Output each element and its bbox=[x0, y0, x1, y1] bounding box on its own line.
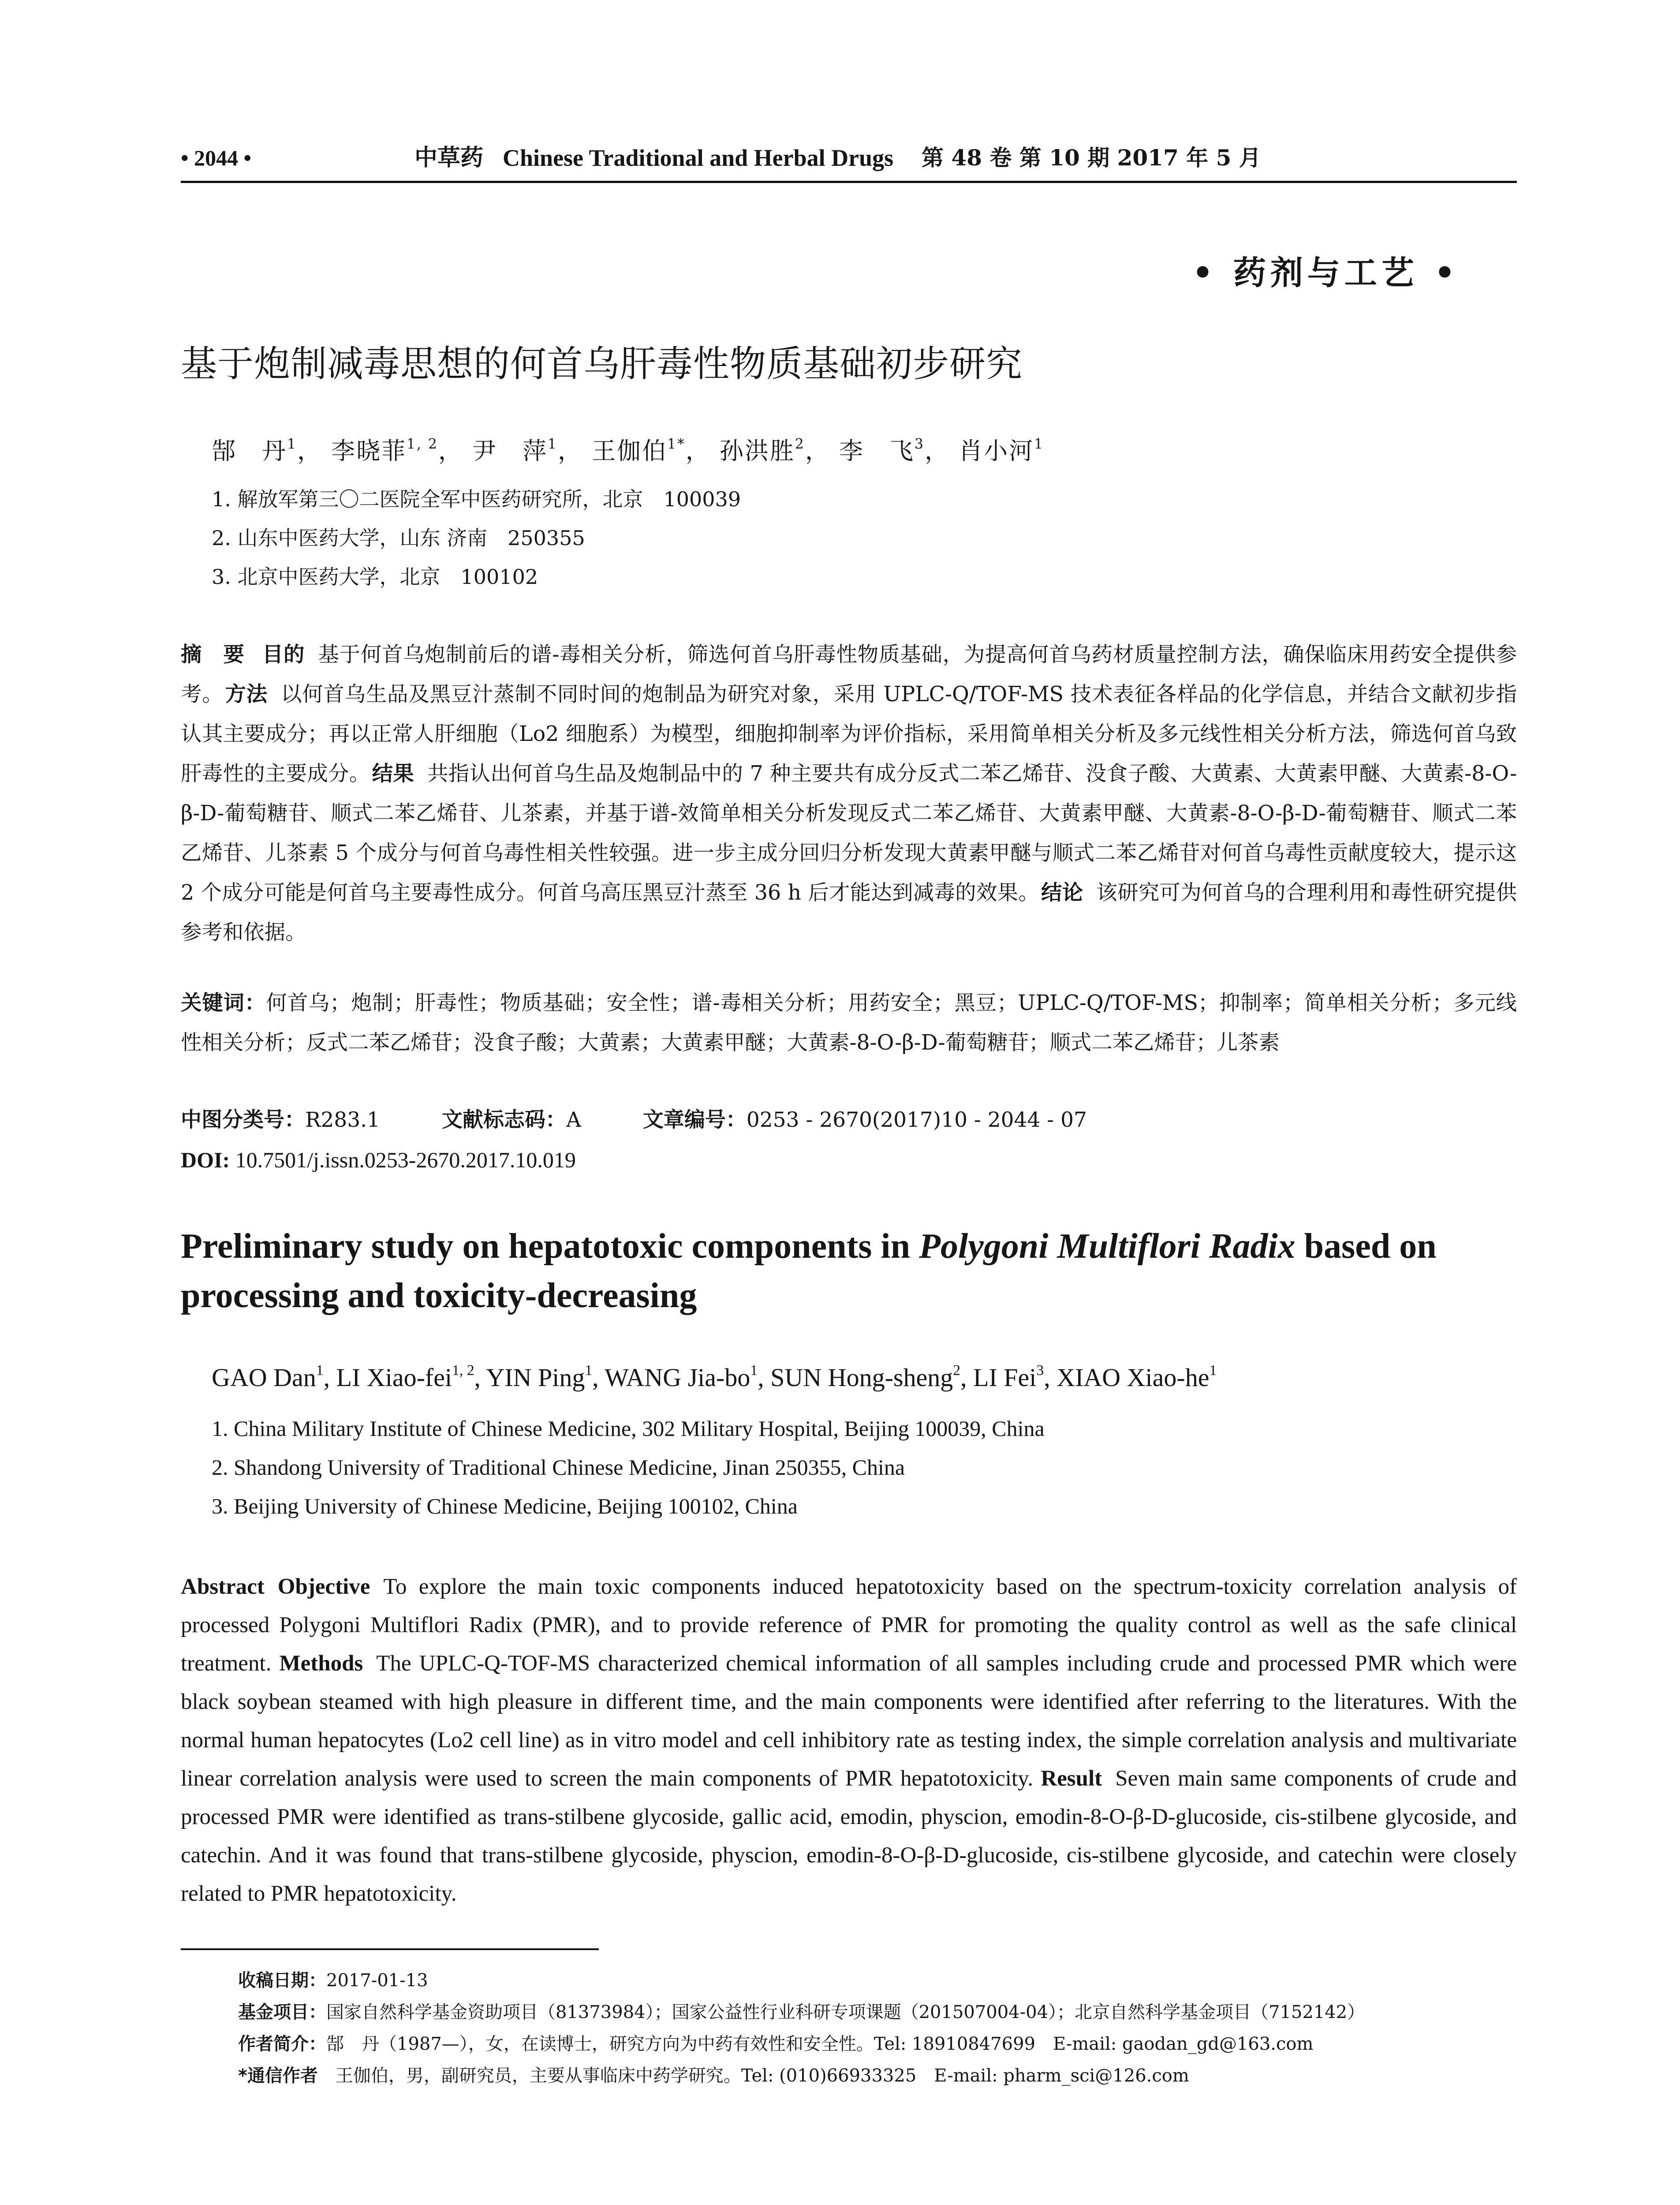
author-en: LI Fei$^3$, bbox=[973, 1362, 1057, 1392]
abstract-text-cn: 共指认出何首乌生品及炮制品中的 7 种主要共有成分反式二苯乙烯苷、没食子酸、大黄素、大黄素甲醚、大黄素-8-O-β-D-葡萄糖苷、顺式二苯乙烯苷、儿茶素，并基于谱-效简单相关分析发现反式二苯乙烯苷、大黄素甲醚、大黄素-8-O-β-D-葡萄糖苷、顺式二苯乙烯苷、儿茶素 5 个成分与何首乌毒性相关性较强。进一步主成分回归分析发现大黄素甲醚与顺式二苯乙烯苷对何首乌毒性贡献度较大，提示这 2 个成分可能是何首乌主要毒性成分。何首乌高压黑豆汁蒸至 36 h 后才能达到减毒的效果。 bbox=[181, 762, 1517, 905]
footnote-received: 收稿日期：2017-01-13 bbox=[238, 1970, 428, 1991]
keywords-cn bbox=[181, 983, 1517, 1063]
doc-code-label: 文献标志码： bbox=[441, 1108, 566, 1132]
author-cn: 王伽伯$^{1*}$， bbox=[592, 436, 711, 465]
abstract-text-cn: 该研究可为何首乌的合理利用和毒性研究提供参考和依据。 bbox=[181, 881, 1517, 945]
abstract-text-cn: 以何首乌生品及黑豆汁蒸制不同时间的炮制品为研究对象，采用 UPLC-Q/TOF-MS 技术表征各样品的化学信息，并结合文献初步指认其主要成分；再以正常人肝细胞（Lo2 细胞系）为模型，细胞抑制率为评价指标，采用简单相关分析及多元线性相关分析方法，筛选何首乌致肝毒性的主要成分。 bbox=[181, 682, 1517, 786]
paper-title-cn: 基于炮制减毒思想的何首乌肝毒性物质基础初步研究 bbox=[181, 343, 1023, 385]
paper-page bbox=[181, 0, 1517, 2205]
section-label: • 药剂与工艺 • bbox=[1192, 254, 1460, 292]
clc-value: R283.1 bbox=[305, 1108, 380, 1132]
author-cn: 肖小河$^1$ bbox=[959, 436, 1045, 465]
abstract-heading-cn: 结果 bbox=[372, 762, 414, 786]
journal-name-cn: 中草药 bbox=[414, 144, 484, 171]
doc-code-value: A bbox=[566, 1108, 581, 1132]
footnote-divider bbox=[181, 1948, 599, 1950]
abstract-text-en: The UPLC-Q-TOF-MS characterized chemical information of all samples including crude and processed PMR which were black soybean steamed with high pleasure in different time, and the main components were identified after referring to the literatures. With the normal human hepatocytes (Lo2 cell line) as in vitro model and cell inhibitory rate as testing index, the simple correlation analysis and multivariate linear correlation analysis were used to screen the main components of PMR hepatotoxicity. bbox=[181, 1651, 1517, 1791]
affiliation-list-cn bbox=[212, 480, 741, 596]
author-cn: 尹 萍$^1$， bbox=[472, 436, 583, 465]
article-number-value: 0253 - 2670(2017)10 - 2044 - 07 bbox=[746, 1108, 1087, 1132]
abstract-heading-en: Result bbox=[1041, 1766, 1102, 1791]
author-cn: 孙洪胜$^2$， bbox=[719, 436, 830, 465]
author-en: SUN Hong-sheng$^2$, bbox=[770, 1362, 974, 1392]
page-number: • 2044 • bbox=[181, 146, 252, 170]
abstract-heading-cn: 目的 bbox=[262, 643, 305, 667]
affiliation-en: 3. Beijing University of Chinese Medicine, Beijing 100102, China bbox=[212, 1494, 798, 1518]
author-cn: 郜 丹$^1$， bbox=[212, 436, 322, 465]
author-en: LI Xiao-fei$^{1, 2}$, bbox=[336, 1362, 486, 1392]
footnote-author-bio: 作者简介：郜 丹（1987—），女，在读博士，研究方向为中药有效性和安全性。Tel: 18910847699 E-mail: gaodan_gd@163.com bbox=[238, 2034, 1314, 2054]
footnotes bbox=[238, 1965, 1517, 2092]
affiliation-cn: 2. 山东中医药大学，山东 济南 250355 bbox=[212, 526, 585, 550]
abstract-text-en: To explore the main toxic components induced hepatotoxicity based on the spectrum-toxicity correlation analysis of processed Polygoni Multiflori Radix (PMR), and to provide reference of PMR for promoting the quality control as well as the safe clinical treatment. bbox=[181, 1574, 1517, 1676]
journal-name-en: Chinese Traditional and Herbal Drugs bbox=[503, 145, 894, 171]
footnote-corresponding-author: *通信作者 王伽伯，男，副研究员，主要从事临床中药学研究。Tel: (010)66933325 E-mail: pharm_sci@126.com bbox=[238, 2066, 1189, 2086]
affiliation-cn: 3. 北京中医药大学，北京 100102 bbox=[212, 565, 538, 589]
abstract-label-en: Abstract bbox=[181, 1574, 265, 1599]
abstract-cn bbox=[181, 635, 1517, 953]
footnote-funding: 基金项目：国家自然科学基金资助项目（81373984）；国家公益性行业科研专项课题（201507004-04）；北京自然科学基金项目（7152142） bbox=[238, 2002, 1365, 2022]
doi-line bbox=[181, 1142, 576, 1177]
paper-title-en: Preliminary study on hepatotoxic components in Polygoni Multiflori Radix based on processing and toxicity-decreasing bbox=[181, 1227, 1437, 1315]
author-cn: 李晓菲$^{1, 2}$， bbox=[331, 436, 463, 465]
doi-label: DOI: bbox=[181, 1147, 230, 1172]
abstract-label-cn: 摘 要 bbox=[181, 643, 245, 667]
abstract-en bbox=[181, 1568, 1517, 1913]
clc-label: 中图分类号： bbox=[181, 1108, 305, 1132]
title-species-italic: Polygoni Multiflori Radix bbox=[919, 1227, 1295, 1266]
author-list-en bbox=[212, 1363, 1217, 1392]
abstract-heading-en: Methods bbox=[279, 1651, 363, 1676]
author-en: GAO Dan$^1$, bbox=[212, 1362, 336, 1392]
keywords-label-cn: 关键词： bbox=[181, 991, 266, 1015]
abstract-heading-cn: 结论 bbox=[1041, 881, 1083, 905]
author-en: YIN Ping$^1$, bbox=[486, 1362, 605, 1392]
affiliation-cn: 1. 解放军第三〇二医院全军中医药研究所，北京 100039 bbox=[212, 487, 741, 511]
author-list-cn bbox=[212, 432, 1044, 466]
classification-line bbox=[181, 1102, 1087, 1138]
abstract-text-en: Seven main same components of crude and processed PMR were identified as trans-stilbene glycoside, gallic acid, emodin, physcion, emodin-8-O-β-D-glucoside, cis-stilbene glycoside, and catechin. And it was found that trans-stilbene glycoside, physcion, emodin-8-O-β-D-glucoside, cis-stilbene glycoside, and catechin were closely related to PMR hepatotoxicity. bbox=[181, 1766, 1517, 1906]
abstract-heading-en: Objective bbox=[277, 1574, 370, 1599]
abstract-text-cn: 基于何首乌炮制前后的谱-毒相关分析，筛选何首乌肝毒性物质基础，为提高何首乌药材质量控制方法，确保临床用药安全提供参考。 bbox=[181, 643, 1517, 706]
article-number-label: 文章编号： bbox=[642, 1108, 747, 1132]
affiliation-en: 2. Shandong University of Traditional Chinese Medicine, Jinan 250355, China bbox=[212, 1455, 905, 1480]
journal-issue: 第 48 卷 第 10 期 2017 年 5 月 bbox=[922, 145, 1261, 171]
abstract-heading-cn: 方法 bbox=[225, 682, 268, 706]
affiliation-list-en bbox=[212, 1409, 1045, 1525]
author-en: XIAO Xiao-$he^1$ bbox=[1057, 1362, 1217, 1392]
author-en: WANG Jia-$bo^1$, bbox=[605, 1362, 771, 1392]
affiliation-en: 1. China Military Institute of Chinese Medicine, 302 Military Hospital, Beijing 100039, China bbox=[212, 1416, 1045, 1441]
doi-value: 10.7501/j.issn.0253-2670.2017.10.019 bbox=[235, 1147, 576, 1172]
keywords-text-cn: 何首乌；炮制；肝毒性；物质基础；安全性；谱-毒相关分析；用药安全；黑豆；UPLC-Q/TOF-MS；抑制率；简单相关分析；多元线性相关分析；反式二苯乙烯苷；没食子酸；大黄素；大黄素甲醚；大黄素-8-O-β-D-葡萄糖苷；顺式二苯乙烯苷；儿茶素 bbox=[181, 991, 1517, 1055]
author-cn: 李 飞$^3$， bbox=[839, 436, 950, 465]
running-header bbox=[181, 140, 1517, 183]
